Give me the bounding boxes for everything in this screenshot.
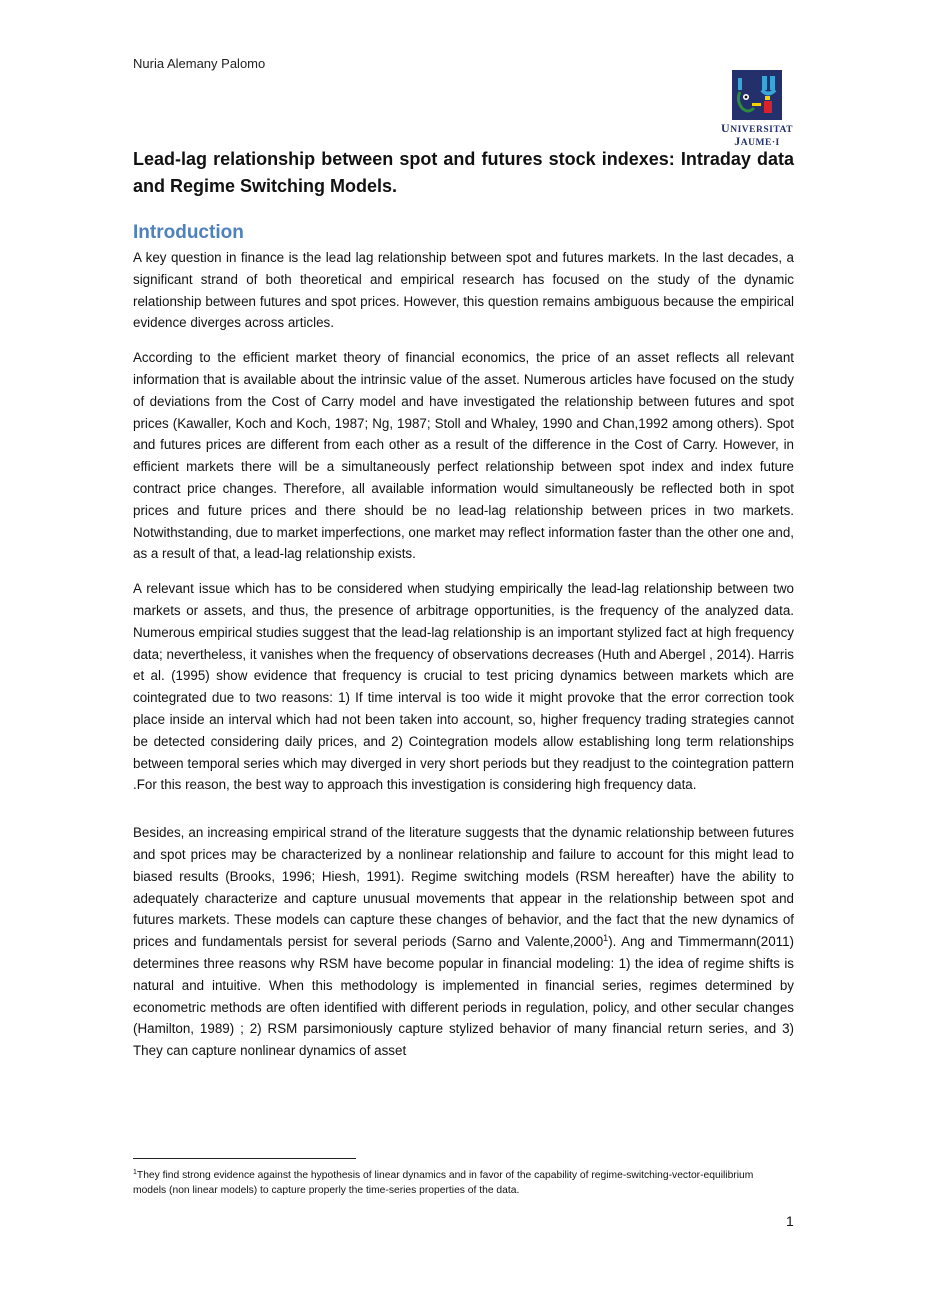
logo-wordmark: UNIVERSITAT JAUME·I xyxy=(721,121,793,148)
paragraph-4: Besides, an increasing empirical strand of the literature suggests that the dynamic relationship between futures and spot prices may be characterized by a nonlinear relationship and failure to account for this might lead to biased results (Brooks, 1996; Hiesh, 1991). Regime switching models (RSM hereafter) have the ability to adequately characterize and capture unusual movements that appear in the relationship between spot and futures markets. These models can capture these changes of behavior, and the fact that the new dynamics of prices and fundamentals persist for several periods (Sarno and Valente,2000$^1$). Ang and Timmermann(2011) determines three reasons why RSM have become popular in financial modeling: 1) the idea of regime shifts is natural and intuitive. When this methodology is implemented in financial series, regimes determined by econometric methods are often identified with different periods in regulation, policy, and other secular changes (Hamilton, 1989) ; 2) RSM parsimoniously capture stylized behavior of many financial return series, and 3) They can capture nonlinear dynamics of asset xyxy=(133,825,794,1059)
author-header: Nuria Alemany Palomo xyxy=(133,56,266,71)
page-number: 1 xyxy=(786,1213,794,1229)
paragraph-2: According to the efficient market theory of financial economics, the price of an asset reflects all relevant information that is available about the intrinsic value of the asset. Numerous articles have focused on the study of deviations from the Cost of Carry model and have investigated the relationship between futures and spot prices (Kawaller, Koch and Koch, 1987; Ng, 1987; Stoll and Whaley, 1990 and Chan,1992 among others). Spot and futures prices are different from each other as a result of the difference in the Cost of Carry. However, in efficient markets there will be a simultaneously perfect relationship between spot index and index future contract price changes. Therefore, all available information would simultaneously be reflected both in spot prices and future prices and there should be no lead-lag relationship between prices in two markets. Notwithstanding, due to market imperfections, one market may reflect information faster than the other one and, as a result of that, a lead-lag relationship exists. xyxy=(133,350,794,562)
paper-body xyxy=(133,146,794,1075)
footnote xyxy=(133,1168,773,1198)
university-emblem-icon xyxy=(732,70,782,120)
footnote-ref[interactable]: 1 xyxy=(603,933,609,944)
university-logo xyxy=(718,70,796,149)
footnote-text: They find strong evidence against the hypothesis of linear dynamics and in favor of the capability of regime-switching-vector-equilibrium models (non linear models) to capture properly the time-series properties of the data. xyxy=(133,1170,754,1196)
footnote-marker: 1 xyxy=(133,1169,137,1176)
paragraph-3: A relevant issue which has to be considered when studying empirically the lead-lag relationship between two markets or assets, and thus, the presence of arbitrage opportunities, is the frequency of the analyzed data. Numerous empirical studies suggest that the lead-lag relationship is an important stylized fact at high frequency data; nevertheless, it vanishes when the frequency of observations decreases (Huth and Abergel , 2014). Harris et al. (1995) show evidence that frequency is crucial to test pricing dynamics between markets which are cointegrated due to two reasons: 1) If time interval is too wide it might provoke that the error correction took place inside an interval which had not been taken into account, so, higher frequency trading strategies cannot be detected considering daily prices, and 2) Cointegration models allow establishing long term relationships between temporal series which may diverged in very short periods but they readjust to the cointegration pattern .For this reason, the best way to approach this investigation is considering high frequency data. xyxy=(133,581,794,793)
paragraph-1: A key question in finance is the lead lag relationship between spot and futures markets. In the last decades, a significant strand of both theoretical and empirical research has focused on the study of the dynamic relationship between futures and spot prices. However, this question remains ambiguous because the empirical evidence diverges across articles. xyxy=(133,250,794,331)
section-heading-introduction: Introduction xyxy=(133,222,244,243)
paper-title: Lead-lag relationship between spot and futures stock indexes: Intraday data and Regime Switching Models. xyxy=(133,149,794,196)
footnote-divider xyxy=(133,1158,356,1159)
